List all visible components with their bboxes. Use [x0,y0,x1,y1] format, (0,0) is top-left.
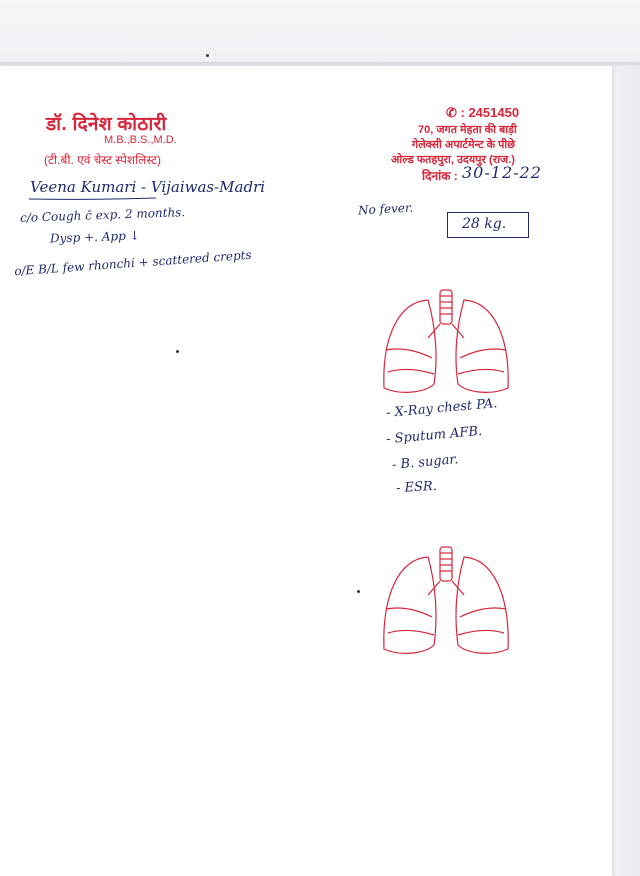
scan-speck [357,590,360,593]
patient-name: Veena Kumari - Vijaiwas-Madri [30,178,266,196]
complaint-cough: c/o Cough c̄ exp. 2 months. [19,205,186,225]
patient-weight: 28 kg. [462,216,507,232]
scan-speck [176,350,179,353]
prescription-date: 30-12-22 [462,163,542,182]
fever-note: No fever. [357,200,414,218]
date-label: दिनांक : [422,169,458,183]
complaint-dyspnea: Dysp +. App ↓ [49,228,140,246]
scan-speck [206,54,209,57]
address-line-2: गेलेक्सी अपार्टमेन्ट के पीछे [412,139,515,151]
investigation-item: - X-Ray chest PA. [385,396,498,421]
doctor-name: डॉ. दिनेश कोठारी [46,114,167,135]
examination-findings: o/E B/L few rhonchi + scattered crepts [13,247,253,279]
address-line-1: 70, जगत मेहता की बाड़ी [418,124,517,136]
investigation-item: - Sputum AFB. [385,423,483,448]
address-line-3: ओल्ड फतहपुरा, उदयपुर (राज.) [391,154,515,166]
clinic-phone: ✆ : 2451450 [446,105,520,120]
doctor-degrees: M.B.,B.S.,M.D. [104,134,177,146]
lungs-diagram-icon [378,545,514,657]
scanner-background [0,0,640,66]
investigation-item: - B. sugar. [391,452,459,473]
patient-name-underline [28,197,158,201]
scanner-margin [612,66,640,876]
lungs-diagram-icon [378,288,514,396]
investigation-item: - ESR. [395,478,438,497]
doctor-specialty: (टी.बी. एवं चेस्ट स्पेशलिस्ट) [44,153,162,167]
